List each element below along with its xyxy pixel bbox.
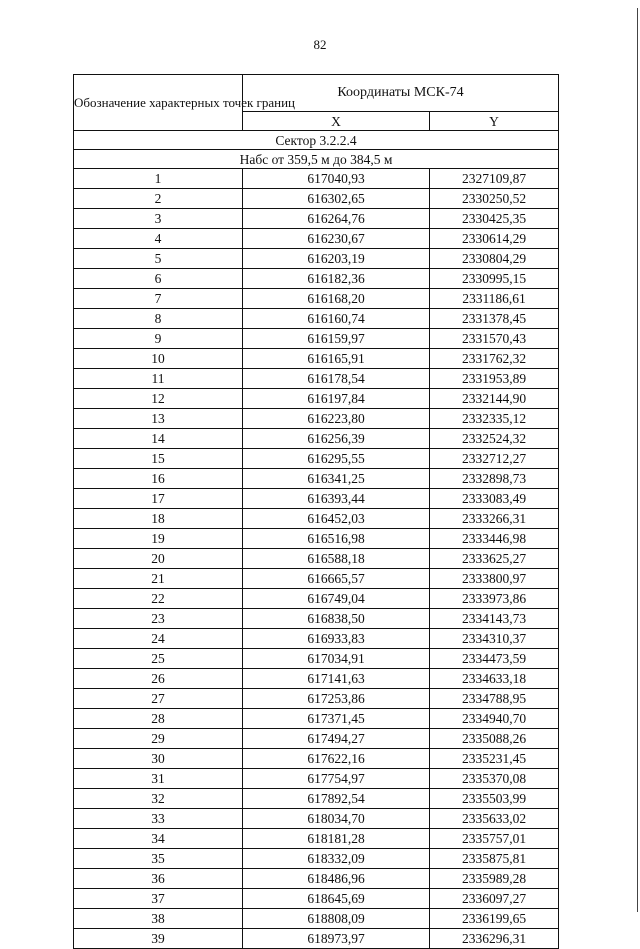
x-coordinate-cell: 616838,50 [243, 609, 430, 629]
height-range: Набс от 359,5 м до 384,5 м [74, 150, 559, 169]
point-number-cell: 9 [74, 329, 243, 349]
y-coordinate-cell: 2335757,01 [430, 829, 559, 849]
point-number-cell: 13 [74, 409, 243, 429]
sector-title: Сектор 3.2.2.4 [74, 131, 559, 150]
table-row [74, 329, 559, 349]
x-coordinate-cell: 616256,39 [243, 429, 430, 449]
x-coordinate-cell: 616393,44 [243, 489, 430, 509]
table-row [74, 249, 559, 269]
header-y: Y [430, 112, 559, 131]
x-coordinate-cell: 618486,96 [243, 869, 430, 889]
x-coordinate-cell: 616264,76 [243, 209, 430, 229]
table-row [74, 649, 559, 669]
y-coordinate-cell: 2330425,35 [430, 209, 559, 229]
y-coordinate-cell: 2331953,89 [430, 369, 559, 389]
y-coordinate-cell: 2333625,27 [430, 549, 559, 569]
point-number-cell: 5 [74, 249, 243, 269]
y-coordinate-cell: 2335633,02 [430, 809, 559, 829]
x-coordinate-cell: 616452,03 [243, 509, 430, 529]
x-coordinate-cell: 616182,36 [243, 269, 430, 289]
point-number-cell: 15 [74, 449, 243, 469]
point-number-cell: 27 [74, 689, 243, 709]
point-number-cell: 39 [74, 929, 243, 949]
x-coordinate-cell: 616203,19 [243, 249, 430, 269]
point-number-cell: 37 [74, 889, 243, 909]
table-row [74, 209, 559, 229]
x-coordinate-cell: 617494,27 [243, 729, 430, 749]
header-x: X [243, 112, 430, 131]
y-coordinate-cell: 2332898,73 [430, 469, 559, 489]
table-row [74, 409, 559, 429]
x-coordinate-cell: 617754,97 [243, 769, 430, 789]
x-coordinate-cell: 616749,04 [243, 589, 430, 609]
table-row [74, 729, 559, 749]
table-row [74, 489, 559, 509]
point-number-cell: 8 [74, 309, 243, 329]
point-number-cell: 6 [74, 269, 243, 289]
y-coordinate-cell: 2334633,18 [430, 669, 559, 689]
x-coordinate-cell: 616665,57 [243, 569, 430, 589]
x-coordinate-cell: 616160,74 [243, 309, 430, 329]
x-coordinate-cell: 618808,09 [243, 909, 430, 929]
table-row [74, 769, 559, 789]
y-coordinate-cell: 2335088,26 [430, 729, 559, 749]
point-number-cell: 30 [74, 749, 243, 769]
table-row [74, 549, 559, 569]
point-number-cell: 21 [74, 569, 243, 589]
y-coordinate-cell: 2333446,98 [430, 529, 559, 549]
point-number-cell: 31 [74, 769, 243, 789]
coordinates-table [73, 74, 559, 949]
point-number-cell: 16 [74, 469, 243, 489]
x-coordinate-cell: 618034,70 [243, 809, 430, 829]
y-coordinate-cell: 2330995,15 [430, 269, 559, 289]
table-row [74, 309, 559, 329]
table-row [74, 789, 559, 809]
y-coordinate-cell: 2332335,12 [430, 409, 559, 429]
y-coordinate-cell: 2332144,90 [430, 389, 559, 409]
point-number-cell: 7 [74, 289, 243, 309]
x-coordinate-cell: 617371,45 [243, 709, 430, 729]
table-row [74, 829, 559, 849]
x-coordinate-cell: 616230,67 [243, 229, 430, 249]
y-coordinate-cell: 2330614,29 [430, 229, 559, 249]
point-number-cell: 17 [74, 489, 243, 509]
page-number: 82 [313, 37, 327, 52]
table-row [74, 609, 559, 629]
x-coordinate-cell: 616178,54 [243, 369, 430, 389]
table-row [74, 269, 559, 289]
point-number-cell: 36 [74, 869, 243, 889]
x-coordinate-cell: 617892,54 [243, 789, 430, 809]
table-row [74, 509, 559, 529]
point-number-cell: 23 [74, 609, 243, 629]
point-number-cell: 19 [74, 529, 243, 549]
table-row [74, 389, 559, 409]
y-coordinate-cell: 2331762,32 [430, 349, 559, 369]
table-row [74, 589, 559, 609]
x-coordinate-cell: 618973,97 [243, 929, 430, 949]
table-row [74, 669, 559, 689]
y-coordinate-cell: 2336097,27 [430, 889, 559, 909]
point-number-cell: 1 [74, 169, 243, 189]
point-number-cell: 18 [74, 509, 243, 529]
y-coordinate-cell: 2335231,45 [430, 749, 559, 769]
x-coordinate-cell: 616197,84 [243, 389, 430, 409]
x-coordinate-cell: 618645,69 [243, 889, 430, 909]
x-coordinate-cell: 616933,83 [243, 629, 430, 649]
header-designation: Обозначение характерных точек границ [74, 75, 243, 131]
y-coordinate-cell: 2330250,52 [430, 189, 559, 209]
point-number-cell: 28 [74, 709, 243, 729]
x-coordinate-cell: 618332,09 [243, 849, 430, 869]
y-coordinate-cell: 2332524,32 [430, 429, 559, 449]
table-row [74, 429, 559, 449]
y-coordinate-cell: 2335370,08 [430, 769, 559, 789]
y-coordinate-cell: 2334143,73 [430, 609, 559, 629]
header-coordinates: Координаты МСК-74 [243, 75, 559, 112]
y-coordinate-cell: 2335503,99 [430, 789, 559, 809]
y-coordinate-cell: 2334310,37 [430, 629, 559, 649]
y-coordinate-cell: 2330804,29 [430, 249, 559, 269]
table-row [74, 889, 559, 909]
table-row [74, 849, 559, 869]
table-row [74, 169, 559, 189]
y-coordinate-cell: 2334788,95 [430, 689, 559, 709]
point-number-cell: 29 [74, 729, 243, 749]
table-row [74, 709, 559, 729]
table-row [74, 569, 559, 589]
table-row [74, 449, 559, 469]
y-coordinate-cell: 2335875,81 [430, 849, 559, 869]
point-number-cell: 2 [74, 189, 243, 209]
point-number-cell: 14 [74, 429, 243, 449]
y-coordinate-cell: 2336296,31 [430, 929, 559, 949]
table-row [74, 229, 559, 249]
x-coordinate-cell: 617622,16 [243, 749, 430, 769]
point-number-cell: 3 [74, 209, 243, 229]
x-coordinate-cell: 616159,97 [243, 329, 430, 349]
x-coordinate-cell: 616302,65 [243, 189, 430, 209]
table-row [74, 529, 559, 549]
x-coordinate-cell: 616516,98 [243, 529, 430, 549]
table-row [74, 809, 559, 829]
table-row [74, 629, 559, 649]
point-number-cell: 26 [74, 669, 243, 689]
y-coordinate-cell: 2331186,61 [430, 289, 559, 309]
y-coordinate-cell: 2333973,86 [430, 589, 559, 609]
table-row [74, 909, 559, 929]
point-number-cell: 24 [74, 629, 243, 649]
table-row [74, 929, 559, 949]
point-number-cell: 34 [74, 829, 243, 849]
y-coordinate-cell: 2327109,87 [430, 169, 559, 189]
table-row [74, 189, 559, 209]
y-coordinate-cell: 2334473,59 [430, 649, 559, 669]
table-row [74, 369, 559, 389]
x-coordinate-cell: 616295,55 [243, 449, 430, 469]
point-number-cell: 25 [74, 649, 243, 669]
x-coordinate-cell: 617141,63 [243, 669, 430, 689]
y-coordinate-cell: 2333083,49 [430, 489, 559, 509]
point-number-cell: 38 [74, 909, 243, 929]
table-row [74, 689, 559, 709]
table-row [74, 469, 559, 489]
table-row [74, 869, 559, 889]
x-coordinate-cell: 616165,91 [243, 349, 430, 369]
point-number-cell: 20 [74, 549, 243, 569]
x-coordinate-cell: 616223,80 [243, 409, 430, 429]
point-number-cell: 4 [74, 229, 243, 249]
point-number-cell: 11 [74, 369, 243, 389]
x-coordinate-cell: 617034,91 [243, 649, 430, 669]
y-coordinate-cell: 2334940,70 [430, 709, 559, 729]
y-coordinate-cell: 2333800,97 [430, 569, 559, 589]
table-row [74, 349, 559, 369]
y-coordinate-cell: 2336199,65 [430, 909, 559, 929]
x-coordinate-cell: 618181,28 [243, 829, 430, 849]
x-coordinate-cell: 616588,18 [243, 549, 430, 569]
scan-edge-line [637, 8, 638, 912]
point-number-cell: 10 [74, 349, 243, 369]
y-coordinate-cell: 2331570,43 [430, 329, 559, 349]
y-coordinate-cell: 2335989,28 [430, 869, 559, 889]
x-coordinate-cell: 616341,25 [243, 469, 430, 489]
y-coordinate-cell: 2332712,27 [430, 449, 559, 469]
point-number-cell: 32 [74, 789, 243, 809]
table-row [74, 749, 559, 769]
y-coordinate-cell: 2331378,45 [430, 309, 559, 329]
y-coordinate-cell: 2333266,31 [430, 509, 559, 529]
point-number-cell: 22 [74, 589, 243, 609]
x-coordinate-cell: 617253,86 [243, 689, 430, 709]
point-number-cell: 35 [74, 849, 243, 869]
x-coordinate-cell: 616168,20 [243, 289, 430, 309]
point-number-cell: 12 [74, 389, 243, 409]
table-row [74, 289, 559, 309]
x-coordinate-cell: 617040,93 [243, 169, 430, 189]
point-number-cell: 33 [74, 809, 243, 829]
